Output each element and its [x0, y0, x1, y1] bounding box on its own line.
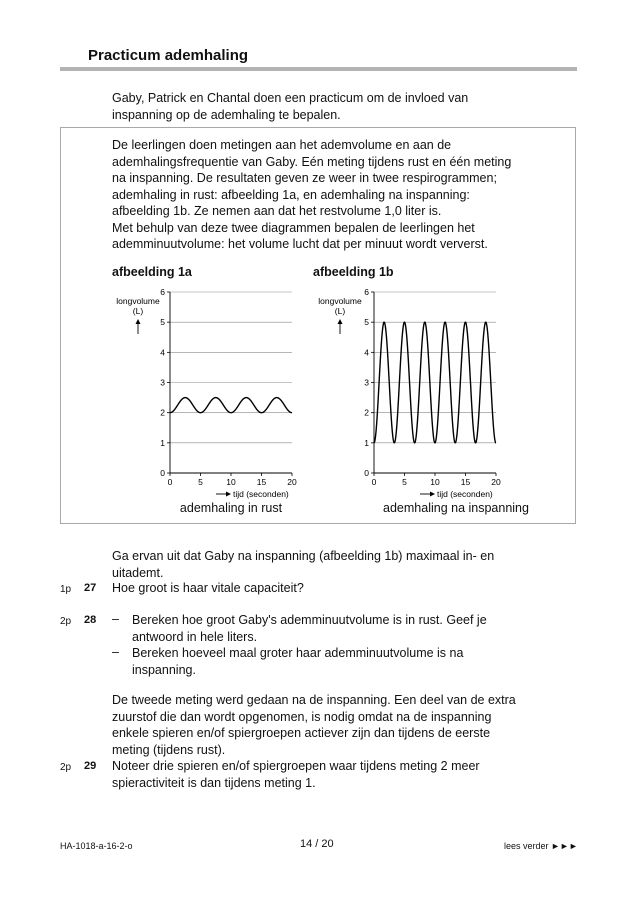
footer-code: HA-1018-a-16-2-o — [60, 841, 133, 851]
chart-1b-xtick-label: 5 — [402, 477, 407, 487]
chart-1b-ytick-label: 3 — [364, 377, 369, 388]
figure-1b-caption: ademhaling na inspanning — [383, 501, 529, 515]
q28-points: 2p — [60, 616, 72, 627]
chart-1a-ytick-label: 6 — [160, 287, 165, 297]
chart-1a-ytick-label: 0 — [160, 468, 165, 478]
chart-1a-xlabel-arrow — [216, 492, 231, 497]
chart-1a-ylabel-line2: (L) — [132, 306, 144, 316]
chart-1a-ytick-label: 4 — [160, 347, 165, 358]
chart-1b-xtick-label: 20 — [491, 477, 501, 487]
chart-1b-xlabel: tijd (seconden) — [437, 489, 493, 499]
chart-1a-ticks — [160, 287, 297, 487]
chart-1a-xtick-label: 10 — [226, 477, 236, 487]
chart-1b-xtick-label: 10 — [430, 477, 440, 487]
chart-1a-ylabel-line1: longvolume — [116, 296, 160, 306]
q28-bullet-1-dash: – — [112, 612, 119, 626]
figure-1a-title: afbeelding 1a — [112, 265, 192, 279]
chart-1b-ytick-label: 1 — [364, 437, 369, 448]
chart-1a-ytick-label: 3 — [160, 377, 165, 388]
intro-text: Gaby, Patrick en Chantal doen een practicum om de invloed van inspanning op de ademhaling te bepalen. — [112, 91, 469, 122]
chart-1a — [108, 284, 308, 506]
chart-1a-xtick-label: 15 — [256, 477, 267, 487]
chart-1a-ytick-label: 1 — [160, 437, 165, 448]
q27-number: 27 — [84, 582, 97, 594]
chart-1b-ytick-label: 0 — [364, 468, 369, 478]
chart-1b — [312, 284, 512, 506]
q27-points: 1p — [60, 584, 72, 595]
q29-text: Noteer drie spieren en/of spiergroepen waar tijdens meting 2 meer spieractiviteit is dan tijdens meting 1. — [112, 759, 480, 790]
chart-1a-ytick-label: 5 — [160, 317, 165, 328]
q28-number: 28 — [84, 614, 97, 626]
chart-1a-xtick-label: 20 — [287, 477, 297, 487]
chart-1a-series-line — [170, 398, 292, 413]
chart-1a-xtick-label: 0 — [167, 477, 173, 487]
chart-1b-xlabel-arrow — [420, 492, 435, 497]
footer-next: lees verder ►►► — [504, 841, 578, 851]
chart-1a-grid — [170, 292, 292, 443]
chart-1b-ytick-label: 6 — [364, 287, 369, 297]
chart-1b-xtick-label: 15 — [460, 477, 471, 487]
chart-1b-ylabel-line1: longvolume — [318, 296, 362, 306]
q28-bullet-2-dash: – — [112, 645, 119, 659]
chart-1b-ylabel-line2: (L) — [334, 306, 346, 316]
chart-1b-ylabel-arrow — [338, 319, 343, 334]
chart-1a-xtick-label: 5 — [198, 477, 203, 487]
chart-1b-xtick-label: 0 — [371, 477, 377, 487]
chart-1b-ytick-label: 5 — [364, 317, 369, 328]
assumption-text: Ga ervan uit dat Gaby na inspanning (afbeelding 1b) maximaal in- en uitademt. — [112, 549, 495, 580]
context-text: De leerlingen doen metingen aan het ademvolume en aan de ademhalingsfrequentie van Gaby. Eén meting tijdens rust en één meting na inspanning. De resultaten geven ze weer in twee respirogrammen; ademhaling in rust: afbeelding 1a, en ademhaling na inspanning: afbeelding 1b. Ze nemen aan dat het restvolume 1,0 liter is. Met behulp van deze twee diagrammen bepalen de leerlingen het ademminuutvolume: het volume lucht dat per minuut wordt ververst. — [112, 138, 512, 251]
chart-1a-ylabel-arrow — [136, 319, 141, 334]
chart-1b-grid — [374, 292, 496, 443]
q28-bullet-1-text: Bereken hoe groot Gaby's ademminuutvolume is in rust. Geef je antwoord in hele liters. — [132, 613, 487, 644]
q29-number: 29 — [84, 760, 97, 772]
chart-1b-ytick-label: 4 — [364, 347, 369, 358]
page-title: Practicum ademhaling — [88, 47, 249, 64]
q29-points: 2p — [60, 762, 72, 773]
q27-text: Hoe groot is haar vitale capaciteit? — [112, 581, 304, 595]
chart-1a-xlabel: tijd (seconden) — [233, 489, 289, 499]
footer-page-number: 14 / 20 — [300, 838, 334, 850]
chart-1b-ytick-label: 2 — [364, 407, 369, 418]
chart-1a-ytick-label: 2 — [160, 407, 165, 418]
header-rule — [60, 67, 577, 71]
q28-bullet-2-text: Bereken hoeveel maal groter haar ademminuutvolume is na inspanning. — [132, 646, 464, 677]
second-measurement-text: De tweede meting werd gedaan na de inspanning. Een deel van de extra zuurstof die dan wordt opgenomen, is nodig omdat na de inspanning enkele spieren en/of spiergroepen actiever zijn dan tijdens de eerste meting (tijdens rust). — [112, 693, 516, 757]
figure-1a-caption: ademhaling in rust — [179, 501, 283, 515]
figure-1b-title: afbeelding 1b — [313, 265, 394, 279]
